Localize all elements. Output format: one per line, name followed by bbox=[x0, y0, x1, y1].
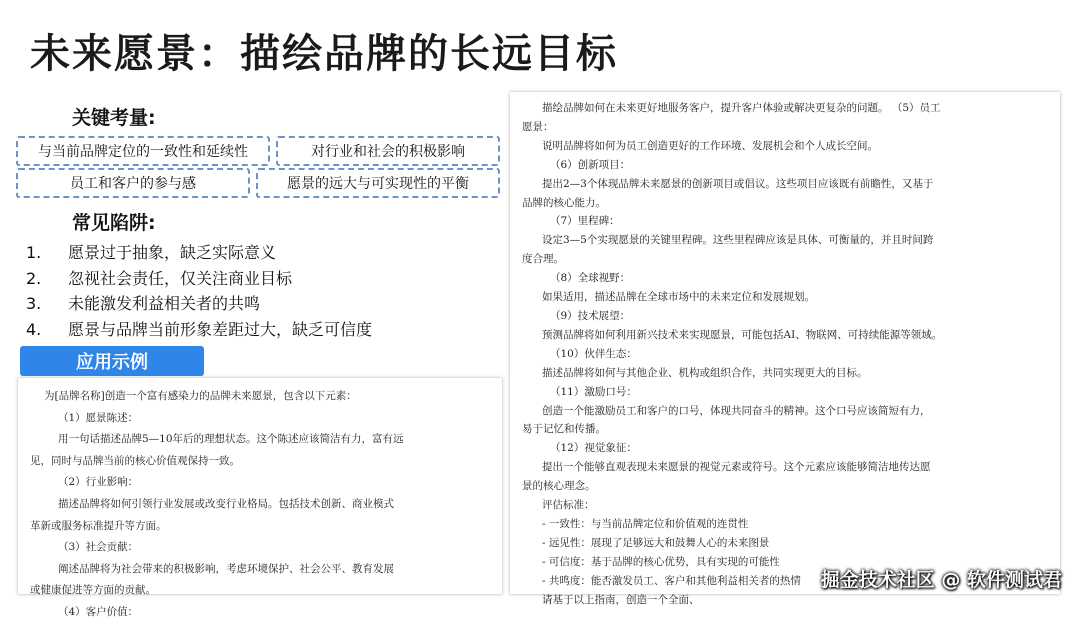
prompt-line: （9）技术展望： bbox=[550, 309, 631, 322]
prompt-line: 度合理。 bbox=[522, 253, 564, 266]
consideration-box-engagement: 员工和客户的参与感 bbox=[16, 168, 250, 198]
prompt-line: 请基于以上指南，创造一个全面、 bbox=[542, 593, 700, 606]
prompt-line: 为[品牌名称]创造一个富有感染力的品牌未来愿景，包含以下元素： bbox=[44, 390, 357, 402]
prompt-line: - 一致性：与当前品牌定位和价值观的连贯性 bbox=[542, 517, 749, 530]
prompt-line: 提出一个能够直观表现未来愿景的视觉元素或符号。这个元素应该能够简洁地传达愿 bbox=[542, 461, 931, 474]
prompt-line: 描绘品牌如何在未来更好地服务客户，提升客户体验或解决更复杂的问题。 （5）员工 bbox=[542, 102, 941, 114]
prompt-card-right bbox=[510, 92, 1060, 606]
pitfall-item bbox=[26, 240, 372, 266]
pitfall-text: 愿景过于抽象，缺乏实际意义 bbox=[68, 243, 277, 262]
pitfall-text: 愿景与品牌当前形象差距过大，缺乏可信度 bbox=[68, 319, 373, 339]
pitfall-text: 忽视社会责任，仅关注商业目标 bbox=[68, 268, 293, 288]
prompt-line: （12）视觉象征： bbox=[550, 442, 637, 455]
prompt-line: 预测品牌将如何利用新兴技术来实现愿景，可能包括AI、物联网、可持续能源等领域。 bbox=[542, 328, 943, 341]
prompt-line: （2）行业影响： bbox=[58, 476, 139, 489]
prompt-line: 易于记忆和传播。 bbox=[522, 423, 606, 436]
prompt-line: - 可信度：基于品牌的核心优势，具有实现的可能性 bbox=[542, 555, 780, 568]
pitfall-number: 3. bbox=[26, 294, 42, 313]
pitfall-item bbox=[26, 317, 372, 343]
prompt-line: （10）伙伴生态： bbox=[550, 347, 637, 360]
prompt-line: 评估标准： bbox=[542, 499, 595, 512]
prompt-line: 见，同时与品牌当前的核心价值观保持一致。 bbox=[30, 454, 240, 467]
prompt-line: 革新或服务标准提升等方面。 bbox=[30, 519, 167, 532]
pitfall-number: 4. bbox=[26, 319, 42, 339]
prompt-line: （3）社会贡献： bbox=[58, 541, 139, 554]
prompt-line: 用一句话描述品牌5—10年后的理想状态。这个陈述应该简洁有力，富有远 bbox=[58, 433, 404, 446]
pitfall-text: 未能激发利益相关者的共鸣 bbox=[68, 294, 261, 313]
prompt-line: 设定3—5个实现愿景的关键里程碑。这些里程碑应该是具体、可衡量的，并且时间跨 bbox=[542, 234, 934, 247]
pitfall-number: 2. bbox=[26, 268, 42, 288]
prompt-line: 阐述品牌将为社会带来的积极影响，考虑环境保护、社会公平、教育发展 bbox=[58, 562, 394, 575]
consideration-box-balance: 愿景的远大与可实现性的平衡 bbox=[256, 168, 500, 198]
pitfalls-list bbox=[26, 240, 372, 342]
prompt-line: （1）愿景陈述： bbox=[58, 411, 139, 424]
consideration-box-consistency: 与当前品牌定位的一致性和延续性 bbox=[16, 136, 270, 166]
prompt-line: （11）激励口号： bbox=[550, 385, 637, 398]
prompt-line: （4）客户价值： bbox=[58, 605, 139, 618]
prompt-line: 愿景： bbox=[522, 120, 554, 133]
consideration-box-impact: 对行业和社会的积极影响 bbox=[276, 136, 500, 166]
considerations-heading: 关键考量: bbox=[72, 107, 156, 129]
application-example-label: 应用示例 bbox=[20, 346, 204, 376]
pitfall-item bbox=[26, 266, 372, 292]
prompt-line: - 远见性：展现了足够远大和鼓舞人心的未来图景 bbox=[542, 536, 770, 549]
prompt-line: （6）创新项目： bbox=[550, 158, 631, 171]
prompt-line: （7）里程碑： bbox=[550, 215, 620, 228]
pitfall-item bbox=[26, 291, 372, 317]
page-title: 未来愿景：描绘品牌的长远目标 bbox=[30, 31, 618, 77]
prompt-line: 提出2—3个体现品牌未来愿景的创新项目或倡议。这些项目应该既有前瞻性，又基于 bbox=[542, 177, 934, 190]
prompt-line: （8）全球视野： bbox=[550, 272, 631, 285]
prompt-line: 创造一个能激励员工和客户的口号，体现共同奋斗的精神。这个口号应该简短有力， bbox=[542, 404, 931, 417]
prompt-line: - 共鸣度：能否激发员工、客户和其他利益相关者的热情 bbox=[542, 574, 801, 587]
prompt-line: 品牌的核心能力。 bbox=[522, 196, 606, 209]
watermark: 掘金技术社区 @ 软件测试君 bbox=[820, 569, 1062, 591]
prompt-line: 描述品牌将如何引领行业发展或改变行业格局。包括技术创新、商业模式 bbox=[58, 497, 394, 510]
prompt-card-left bbox=[18, 378, 502, 618]
prompt-line: 描述品牌将如何与其他企业、机构或组织合作，共同实现更大的目标。 bbox=[542, 366, 868, 379]
prompt-line: 说明品牌将如何为员工创造更好的工作环境、发展机会和个人成长空间。 bbox=[542, 139, 878, 152]
prompt-line: 或健康促进等方面的贡献。 bbox=[30, 584, 156, 597]
pitfalls-heading: 常见陷阱: bbox=[72, 212, 156, 234]
pitfall-number: 1. bbox=[26, 243, 42, 262]
prompt-line: 景的核心理念。 bbox=[522, 480, 596, 493]
prompt-line: 如果适用，描述品牌在全球市场中的未来定位和发展规划。 bbox=[542, 291, 815, 304]
